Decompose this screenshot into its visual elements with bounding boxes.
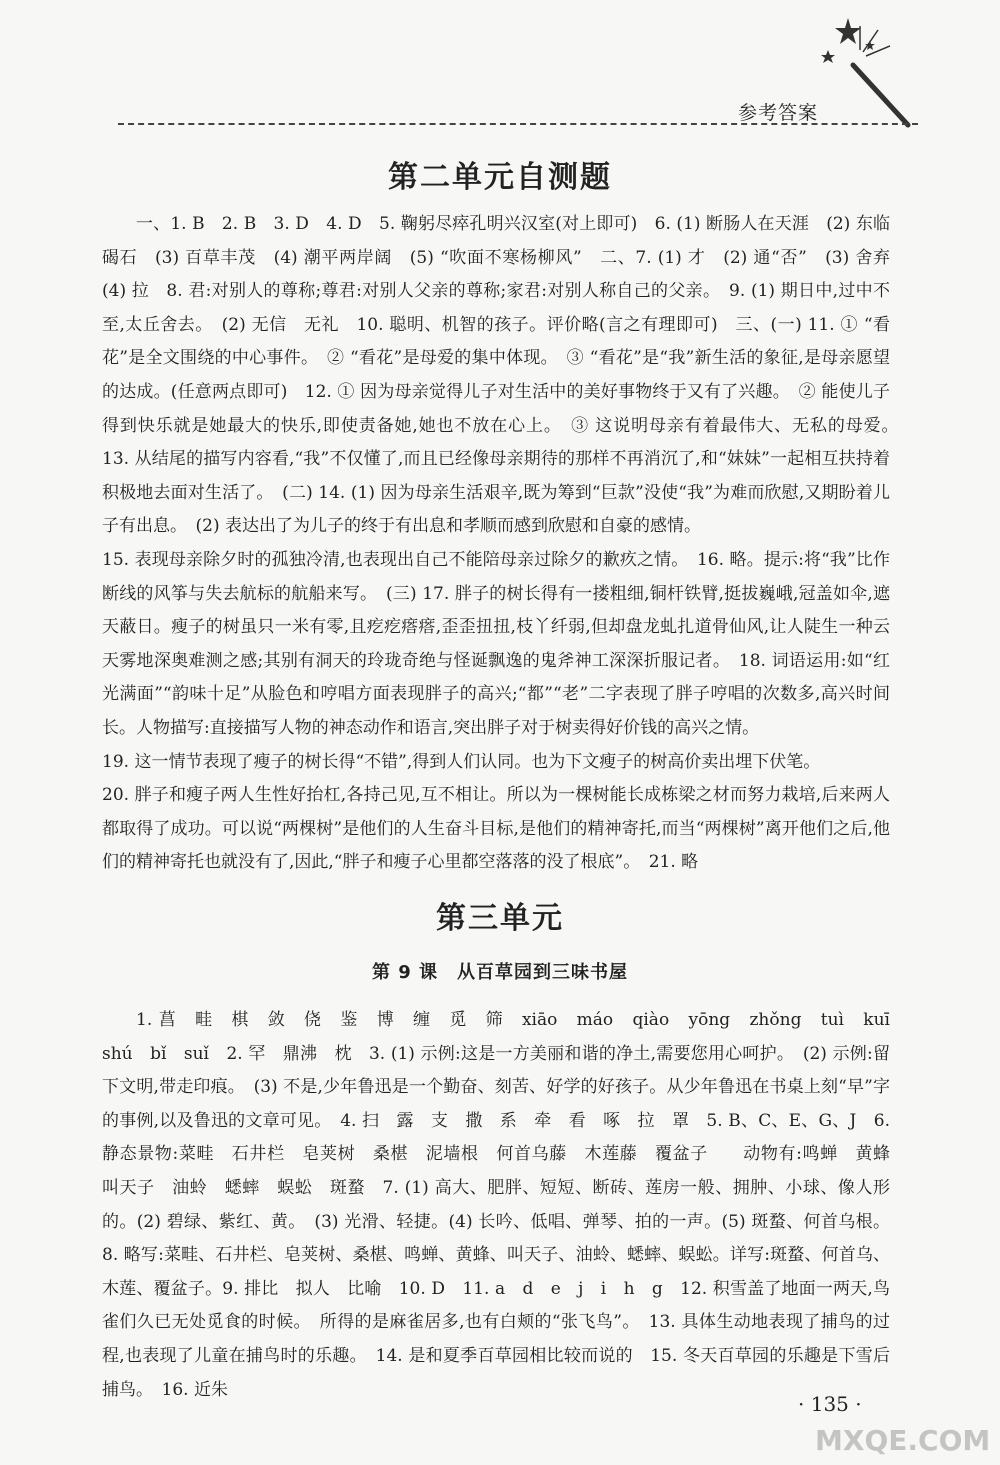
header-divider	[118, 123, 918, 125]
magic-wand-icon	[808, 10, 918, 130]
section3-title: 第三单元	[436, 901, 564, 936]
header-label: 参考答案	[737, 102, 818, 124]
section2-body	[102, 208, 907, 880]
section2-title: 第二单元自测题	[388, 160, 612, 195]
watermark-text: MXQE.COM	[815, 1424, 991, 1457]
page-header	[118, 0, 918, 130]
answer-paragraph: 20. 胖子和瘦子两人生性好抬杠,各持己见,互不相让。所以为一棵树能长成栋梁之材而努力栽培,后来两人都取得了成功。可以说“两棵树”是他们的人生奋斗目标,是他们的精神寄托,而当“两棵树”离开他们之后,他们的精神寄托也就没有了,因此,“胖子和瘦子心里都空落落的没了根底”。 21. 略	[102, 785, 890, 873]
answer-paragraph: 15. 表现母亲除夕时的孤独冷清,也表现出自己不能陪母亲过除夕的歉疚之情。 16. 略。提示:将“我”比作断线的风筝与失去航标的航船来写。 (三) 17. 胖子的树长得有一搂粗细,铜杆铁臂,挺拔巍峨,冠盖如伞,遮天蔽日。瘦子的树虽只一米有零,且疙疙瘩瘩,歪歪扭扭,枝丫纤弱,但却盘龙虬扎道骨仙风,让人陡生一种云天雾地深奥难测之感;其别有洞天的玲珑奇绝与怪诞飘逸的鬼斧神工深深折服记者。 18. 词语运用:如“红光满面”“韵味十足”从脸色和哼唱方面表现胖子的高兴;“都”“老”二字表现了胖子哼唱的次数多,高兴时间长。人物描写:直接描写人物的神态动作和语言,突出胖子对于树卖得好价钱的高兴之情。	[102, 549, 890, 738]
answer-paragraph: 19. 这一情节表现了瘦子的树长得“不错”,得到人们认同。也为下文瘦子的树高价卖出埋下伏笔。	[102, 751, 821, 772]
section3-body	[102, 1004, 907, 1407]
page-number: · 135 ·	[798, 1392, 862, 1416]
lesson-title: 第 9 课 从百草园到三味书屋	[371, 962, 629, 983]
watermark-logo	[815, 1382, 990, 1457]
answer-paragraph: 一、1. B 2. B 3. D 4. D 5. 鞠躬尽瘁孔明兴汉室(对上即可) 6. (1) 断肠人在天涯 (2) 东临碣石 (3) 百草丰茂 (4) 潮平两岸阔 (5) “吹面不寒杨柳风” 二、7. (1) 才 (2) 通“否” (3) 舍弃 (4) 拉 8. 君:对别人的尊称;尊君:对别人父亲的尊称;家君:对别人称自己的父亲。 9. (1) 期日中,过中不至,太丘舍去。 (2) 无信 无礼 10. 聪明、机智的孩子。评价略(言之有理即可) 三、(一) 11. ① “看花”是全文围绕的中心事件。 ② “看花”是母爱的集中体现。 ③ “看花”是“我”新生活的象征,是母亲愿望的达成。(任意两点即可) 12. ① 因为母亲觉得儿子对生活中的美好事物终于又有了兴趣。 ② 能使儿子得到快乐就是她最大的快乐,即使责备她,她也不放在心上。 ③ 这说明母亲有着最伟大、无私的母爱。 13. 从结尾的描写内容看,“我”不仅懂了,而且已经像母亲期待的那样不再消沉了,和“妹妹”一起相互扶持着积极地去面对生活了。 (二) 14. (1) 因为母亲生活艰辛,既为筹到“巨款”没使“我”为难而欣慰,又期盼着儿子有出息。 (2) 表达出了为儿子的终于有出息和孝顺而感到欣慰和自豪的感情。	[102, 214, 907, 537]
answer-paragraph: 1. 菖 畦 棋 敛 侥 鉴 博 缠 觅 筛 xiāo máo qiào yōng zhǒng tuì kuī shú bǐ suǐ 2. 罕 鼎沸 枕 3. (1) 示例:这是一方美丽和谐的净土,需要您用心呵护。 (2) 示例:留下文明,带走印痕。 (3) 不是,少年鲁迅是一个勤奋、刻苦、好学的好孩子。从少年鲁迅在书桌上刻“早”字的事例,以及鲁迅的文章可见。 4. 扫 露 支 撒 系 牵 看 啄 拉 罩 5. B、C、E、G、J 6. 静态景物:菜畦 石井栏 皂荚树 桑椹 泥墙根 何首乌藤 木莲藤 覆盆子 动物有:鸣蝉 黄蜂 叫天子 油蛉 蟋蟀 蜈蚣 斑蝥 7. (1) 高大、肥胖、短短、断砖、莲房一般、拥肿、小球、像人形的。(2) 碧绿、紫红、黄。 (3) 光滑、轻捷。(4) 长吟、低唱、弹琴、拍的一声。(5) 斑蝥、何首乌根。8. 略写:菜畦、石井栏、皂荚树、桑椹、鸣蝉、黄蜂、叫天子、油蛉、蟋蟀、蜈蚣。详写:斑蝥、何首乌、木莲、覆盆子。9. 排比 拟人 比喻 10. D 11. a d e j i h g 12. 积雪盖了地面一两天,鸟雀们久已无处觅食的时候。 所得的是麻雀居多,也有白颊的“张飞鸟”。 13. 具体生动地表现了捕鸟的过程,也表现了儿童在捕鸟时的乐趣。 14. 是和夏季百草园相比较而说的 15. 冬天百草园的乐趣是下雪后捕鸟。 16. 近朱	[102, 1010, 907, 1400]
